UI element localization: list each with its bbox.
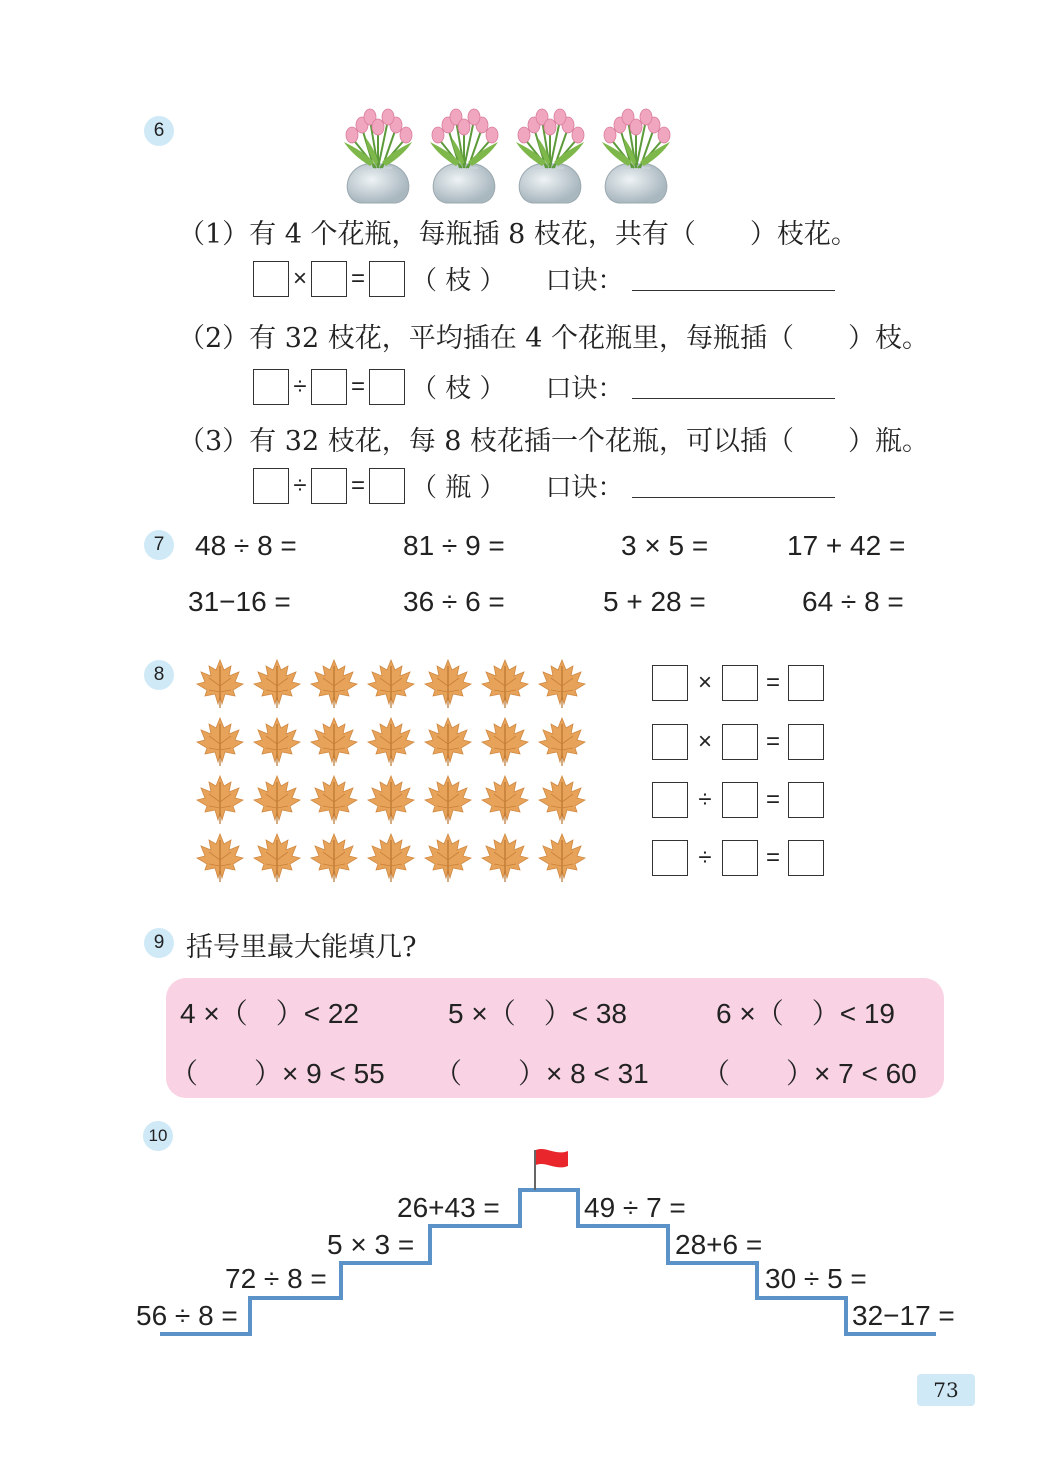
question-number-10: 10	[143, 1121, 173, 1151]
calc-item: 81 ÷ 9 =	[403, 530, 505, 561]
calc-item: 31−16 =	[188, 586, 291, 617]
operator: ÷	[293, 471, 307, 499]
stair-step-8: 32−17 =	[852, 1300, 955, 1331]
calc-item: 3 × 5 =	[621, 530, 709, 561]
inequality-item: 6 ×（ ）< 19	[716, 998, 895, 1029]
question-number-7: 7	[144, 530, 174, 560]
calc-item: 5 + 28 =	[603, 586, 706, 617]
equals-sign: =	[350, 471, 365, 499]
koujue-label: 口诀：	[545, 473, 624, 503]
page-number: 73	[917, 1374, 975, 1406]
inequality-item: （ ）× 7 < 60	[702, 1058, 917, 1089]
unit-label: （ 瓶 ）	[411, 473, 506, 503]
calc-item: 36 ÷ 6 =	[403, 586, 505, 617]
koujue-label: 口诀：	[545, 374, 624, 404]
flag-icon	[536, 1149, 568, 1167]
unit-label: （ 枝 ）	[411, 266, 506, 296]
calc-item: 64 ÷ 8 =	[802, 586, 904, 617]
operator: ÷	[698, 844, 712, 871]
equals-sign: =	[350, 372, 365, 400]
question-number-9: 9	[144, 928, 174, 958]
equals-sign: =	[765, 786, 780, 813]
equals-sign: =	[765, 728, 780, 755]
stair-step-7: 30 ÷ 5 =	[765, 1263, 867, 1294]
stair-step-3: 5 × 3 =	[327, 1229, 415, 1260]
stair-step-5: 49 ÷ 7 =	[584, 1192, 686, 1223]
koujue-label: 口诀：	[545, 266, 624, 296]
inequality-item: 4 ×（ ）< 22	[180, 998, 359, 1029]
stair-step-1: 56 ÷ 8 =	[136, 1300, 238, 1331]
stair-step-4: 26+43 =	[397, 1192, 500, 1223]
calc-item: 17 + 42 =	[787, 530, 906, 561]
q6-part2-text: （2）有 32 枝花，平均插在 4 个花瓶里，每瓶插（ ）枝。	[178, 323, 930, 354]
unit-label: （ 枝 ）	[411, 374, 506, 404]
inequality-item: 5 ×（ ）< 38	[448, 998, 627, 1029]
equals-sign: =	[765, 669, 780, 696]
calc-item: 48 ÷ 8 =	[195, 530, 297, 561]
question-number-8: 8	[144, 660, 174, 690]
question-number-6: 6	[144, 116, 174, 146]
q6-part3-text: （3）有 32 枝花，每 8 枝花插一个花瓶，可以插（ ）瓶。	[178, 426, 930, 457]
operator: ×	[292, 264, 307, 292]
stair-step-2: 72 ÷ 8 =	[225, 1263, 327, 1294]
q6-part1-text: （1）有 4 个花瓶，每瓶插 8 枝花，共有（ ）枝花。	[178, 219, 858, 250]
equals-sign: =	[765, 844, 780, 871]
stair-step-6: 28+6 =	[675, 1229, 763, 1260]
equals-sign: =	[350, 264, 365, 292]
inequality-item: （ ）× 8 < 31	[434, 1058, 649, 1089]
inequality-item: （ ）× 9 < 55	[170, 1058, 385, 1089]
operator: ×	[697, 669, 712, 696]
staircase-left	[160, 1190, 936, 1334]
q9-title: 括号里最大能填几?	[186, 932, 417, 963]
operator: ×	[697, 728, 712, 755]
operator: ÷	[293, 372, 307, 400]
operator: ÷	[698, 786, 712, 813]
